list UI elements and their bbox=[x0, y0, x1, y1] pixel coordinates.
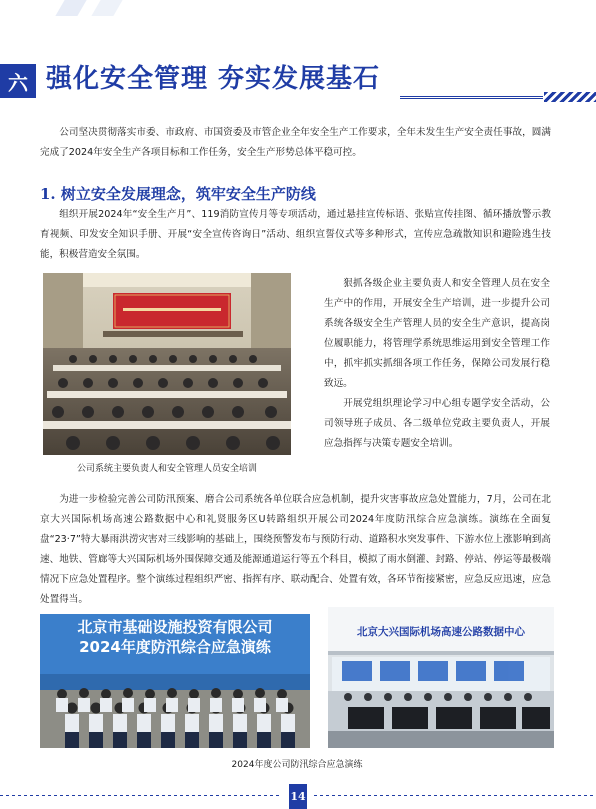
drill-banner-line1: 北京市基础设施投资有限公司 bbox=[77, 618, 273, 636]
section-title: 强化安全管理 夯实发展基石 bbox=[46, 64, 381, 94]
title-underline bbox=[400, 96, 543, 97]
training-photo-caption: 公司系统主要负责人和安全管理人员安全培训 bbox=[76, 464, 257, 474]
header-decoration bbox=[91, 0, 122, 16]
intro-paragraph: 公司坚决贯彻落实市委、市政府、市国资委及市管企业全年安全生产工作要求，全年未发生生产安全责任事故，圆满完成了2024年安全生产各项目标和工作任务，安全生产形势总体平稳可控。 bbox=[40, 127, 551, 158]
page-number: 14 bbox=[289, 784, 307, 809]
header-decoration bbox=[55, 0, 86, 16]
data-center-sign: 北京大兴国际机场高速公路数据中心 bbox=[357, 626, 525, 638]
title-stripe-decoration bbox=[544, 92, 596, 102]
awareness-paragraph: 组织开展2024年“安全生产月”、119消防宣传月等专项活动，通过悬挂宣传标语、张贴宣传挂图、循环播放警示教育视频、印发安全知识手册、开展“安全宣传咨询日”活动、组织宣誓仪式等多种形式，宣传应急疏散知识和避险逃生技能，积极营造安全氛围。 bbox=[40, 209, 551, 260]
training-paragraph: 狠抓各级企业主要负责人和安全管理人员在安全生产中的作用，开展安全生产培训，进一步提升公司系统各级安全生产管理人员的安全生产意识，提高岗位履职能力，将管理学系统思维运用到安全管理工作中，抓牢抓实抓细各项工作任务，保障公司发展行稳致远。 bbox=[324, 278, 550, 389]
drill-photo-caption: 2024年度公司防汛综合应急演练 bbox=[231, 760, 363, 770]
drill-banner-line2: 2024年度防汛综合应急演练 bbox=[79, 638, 271, 656]
study-paragraph: 开展党组织理论学习中心组专题学安全活动，公司领导班子成员、各二级单位党政主要负责人，开展应急指挥与决策专题安全培训。 bbox=[324, 398, 550, 449]
drill-paragraph: 为进一步检验完善公司防汛预案、磨合公司系统各单位联合应急机制，提升灾害事故应急处置能力，7月，公司在北京大兴国际机场高速公路数据中心和礼贤服务区U转路组织开展公司2024年度防汛综合应急演练。演练在全面复盘“23·7”特大暴雨洪涝灾害对三线影响的基础上，围绕预警发布与预防行动、道路积水突发事件、下游水位上涨影响到高速、地铁、管廊等大兴国际机场外围保障交通及能源通道运行等五个科目，模拟了雨水倒灌、封路、停站、停运等最极端情况下应急处置程序。整个演练过程组织严密、指挥有序、联动配合、处置有效，各环节衔接紧密，应急反应迅速，应急处置得当。 bbox=[40, 494, 551, 605]
subsection-heading: 1. 树立安全发展理念，筑牢安全生产防线 bbox=[40, 185, 316, 203]
footer-rule-right bbox=[314, 795, 596, 796]
footer-rule-left bbox=[0, 795, 282, 796]
title-underline bbox=[400, 98, 543, 99]
section-number-badge: 六 bbox=[0, 64, 36, 98]
training-photo bbox=[43, 273, 291, 455]
